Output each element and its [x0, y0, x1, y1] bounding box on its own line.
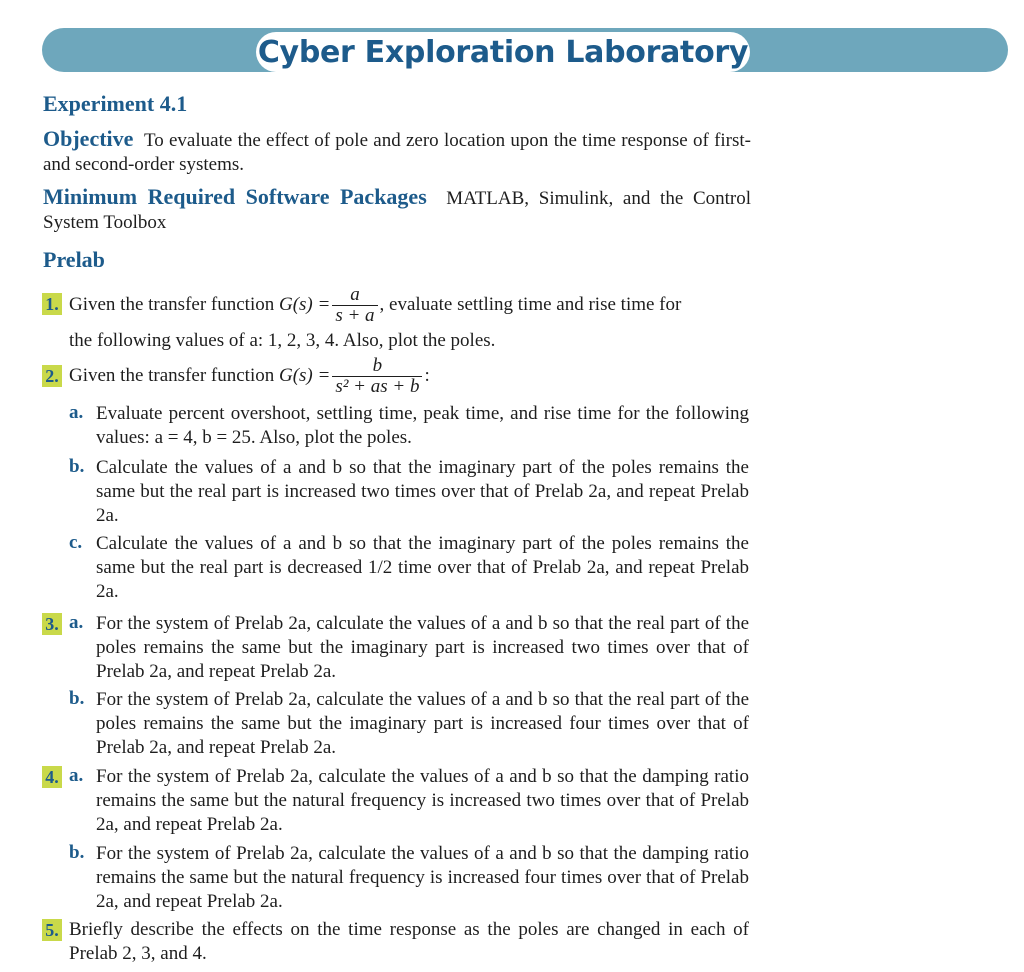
item-1-numerator: a [350, 283, 360, 305]
software-label: Minimum Required Software Packages [43, 184, 427, 209]
item-2b-letter: b. [69, 456, 85, 477]
item-4b-letter: b. [69, 842, 85, 863]
item-1-line2: the following values of a: 1, 2, 3, 4. Also, plot the poles. [69, 330, 496, 351]
item-2a-text: Evaluate percent overshoot, settling time, peak time, and rise time for the following values: a = 4, b = 25. Also, plot the poles. [96, 403, 749, 448]
objective-label: Objective [43, 126, 134, 151]
item-2-func: G(s) = [278, 365, 331, 386]
item-1-lead: Given the transfer function [69, 294, 275, 315]
item-2c-text: Calculate the values of a and b so that the imaginary part of the poles remains the same but the real part is decreased 1/2 time over that of Prelab 2a, and repeat Prelab 2a. [96, 533, 749, 602]
item-2-tail: : [424, 365, 430, 386]
item-number-2: 2. [42, 365, 62, 387]
banner-title: Cyber Exploration Laboratory [257, 34, 749, 70]
item-4a-letter: a. [69, 765, 84, 786]
item-1-tail: , evaluate settling time and rise time for [379, 294, 682, 315]
item-number-5: 5. [42, 919, 62, 941]
software-paragraph [43, 185, 751, 235]
prelab-heading: Prelab [43, 247, 105, 272]
item-2b-text: Calculate the values of a and b so that the imaginary part of the poles remains the same but the real part is increased two times over that of Prelab 2a, and repeat Prelab 2a. [96, 457, 749, 526]
objective-text: To evaluate the effect of pole and zero location upon the time response of first- and second-order systems. [43, 130, 752, 175]
item-number-4: 4. [42, 766, 62, 788]
item-4b-text: For the system of Prelab 2a, calculate the values of a and b so that the damping ratio remains the same but the natural frequency is increased four times over that of Prelab 2a, and repeat Prelab 2a. [96, 843, 749, 912]
item-3b-text: For the system of Prelab 2a, calculate the values of a and b so that the real part of the poles remains the same but the imaginary part is increased four times over that of Prelab 2a, and repeat Prelab 2a. [96, 689, 749, 758]
item-2-numerator: b [372, 354, 383, 376]
item-2a-letter: a. [69, 402, 84, 423]
item-1-denominator: s + a [332, 305, 377, 326]
item-3a-text: For the system of Prelab 2a, calculate the values of a and b so that the real part of the poles remains the same but the imaginary part is increased two times over that of Prelab 2a, and repeat Prelab 2a. [96, 613, 749, 682]
item-2c-letter: c. [69, 532, 83, 553]
prelab-item-1 [69, 281, 749, 353]
item-2-fraction [332, 356, 422, 397]
header-banner-pill [256, 32, 750, 72]
item-3b-letter: b. [69, 688, 85, 709]
item-1-func: G(s) = [278, 294, 331, 315]
item-2-lead: Given the transfer function [69, 365, 275, 386]
item-2-denominator: s² + as + b [332, 376, 422, 397]
item-number-3: 3. [42, 613, 62, 635]
software-text: MATLAB, Simulink, and the Control System Toolbox [43, 188, 752, 233]
item-number-1: 1. [42, 293, 62, 315]
item-5-text: Briefly describe the effects on the time response as the poles are changed in each of Prelab 2, 3, and 4. [69, 919, 749, 964]
item-4a-text: For the system of Prelab 2a, calculate the values of a and b so that the damping ratio remains the same but the natural frequency is increased two times over that of Prelab 2a, and repeat Prelab 2a. [96, 766, 749, 835]
experiment-heading: Experiment 4.1 [43, 91, 188, 116]
prelab-item-2 [69, 352, 749, 400]
item-3a-letter: a. [69, 612, 84, 633]
objective-paragraph [43, 127, 751, 177]
item-1-fraction [332, 285, 377, 326]
